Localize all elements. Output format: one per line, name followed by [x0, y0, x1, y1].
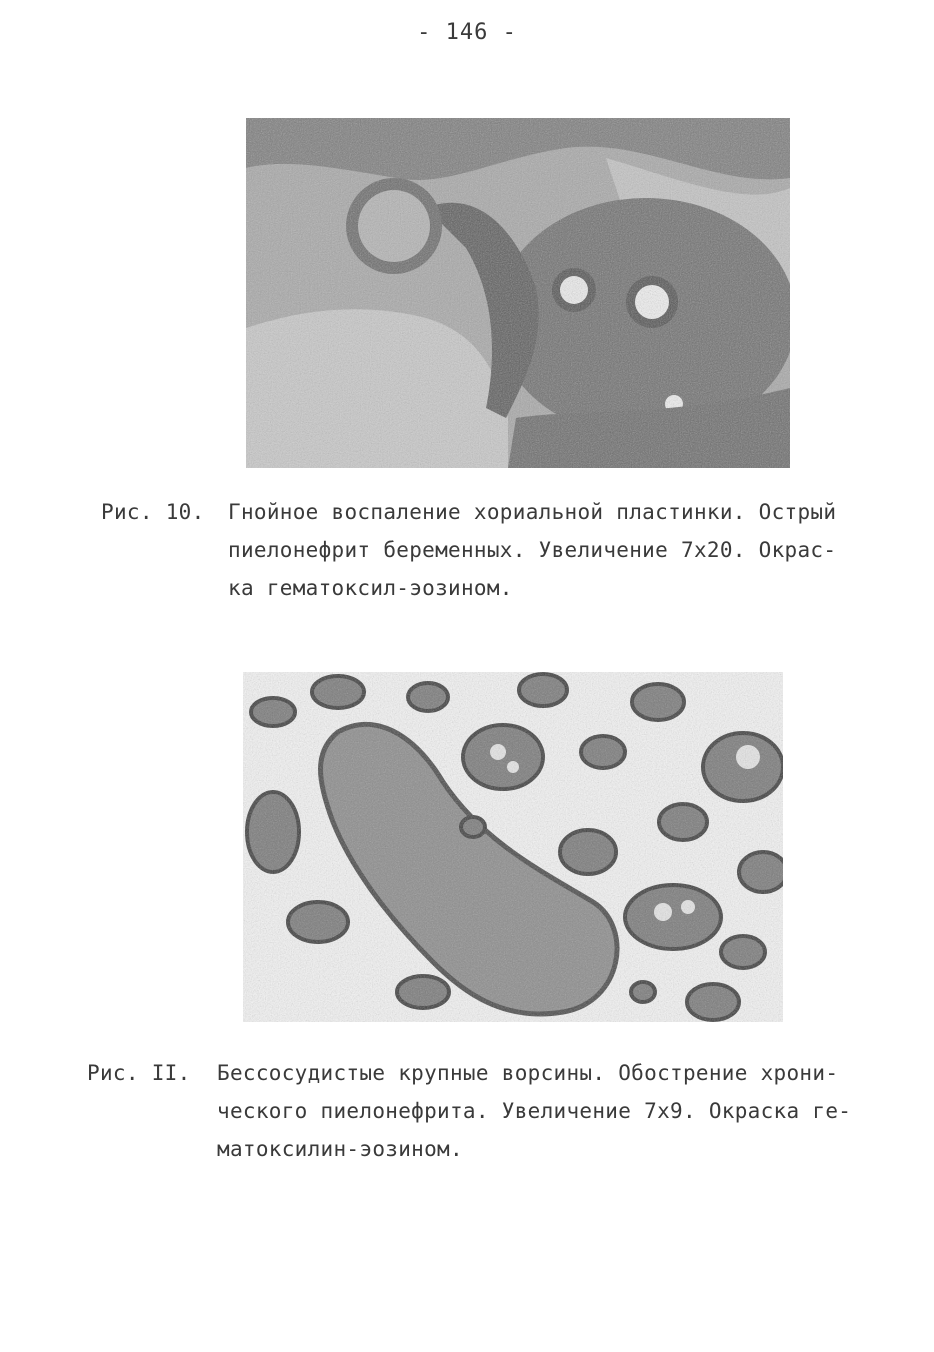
figure-11-caption: [87, 1054, 867, 1174]
page-number: - 146 -: [417, 20, 517, 45]
caption-line: ка гематоксил-эозином.: [228, 576, 513, 600]
figure-10-caption: [101, 493, 861, 613]
figure-10-caption-text: [228, 493, 836, 607]
figure-11-label: Рис. II.: [87, 1061, 191, 1085]
figure-11-micrograph: [243, 672, 783, 1022]
figure-10-label: Рис. 10.: [101, 500, 205, 524]
caption-line: матоксилин-эозином.: [217, 1137, 463, 1161]
caption-line: Бессосудистые крупные ворсины. Обострение хрони-: [217, 1061, 839, 1085]
caption-line: ческого пиелонефрита. Увеличение 7х9. Окраска ге-: [217, 1099, 852, 1123]
caption-line: пиелонефрит беременных. Увеличение 7х20. Окрас-: [228, 538, 837, 562]
figure-10-micrograph: [246, 118, 790, 468]
caption-line: Гнойное воспаление хориальной пластинки. Острый: [228, 500, 837, 524]
figure-11-caption-text: [217, 1054, 851, 1168]
